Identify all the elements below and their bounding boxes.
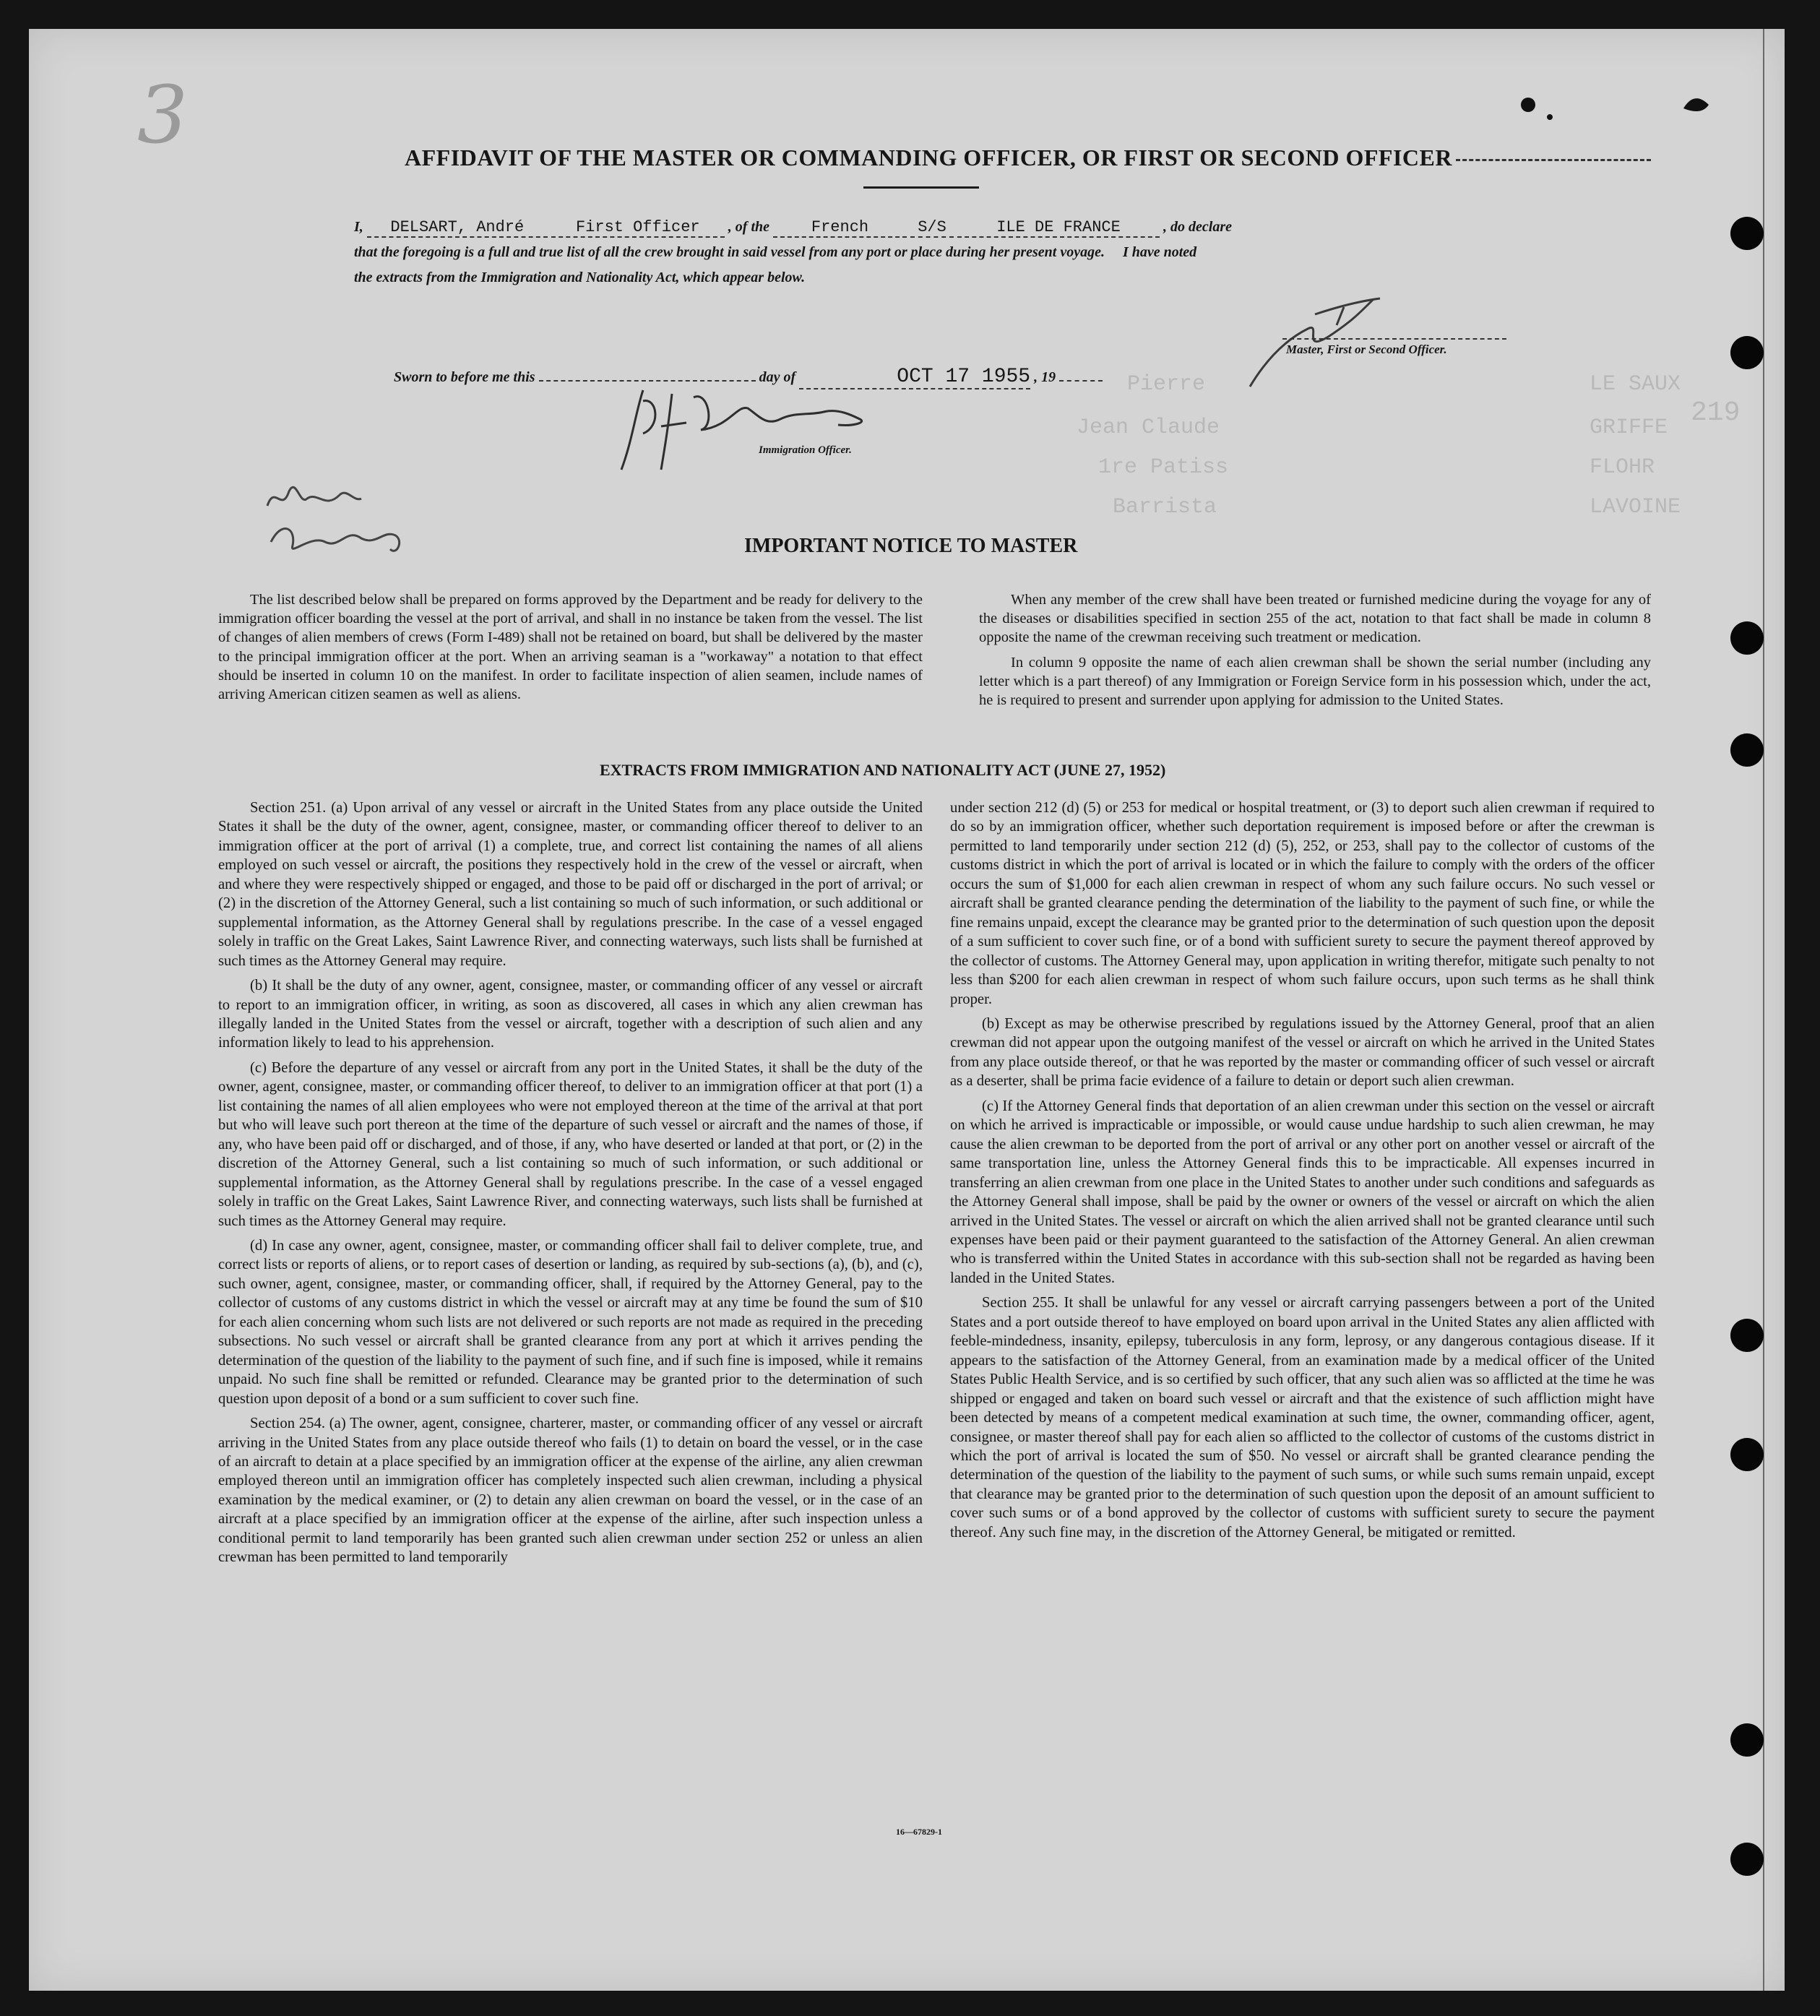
- punch-hole: [1730, 217, 1764, 250]
- ship-type: S/S: [918, 218, 946, 236]
- notice-right-column: [979, 590, 1651, 715]
- ghost-num: 219: [1691, 397, 1741, 428]
- ship-nationality: French: [811, 218, 869, 236]
- ship-name: ILE DE FRANCE: [996, 218, 1121, 236]
- declaration-line-1: [354, 218, 1532, 238]
- punch-hole: [1730, 336, 1764, 369]
- sworn-label: Sworn to before me this: [394, 369, 535, 385]
- decl-line2-tail: I have noted: [1122, 244, 1197, 260]
- sworn-day-field: [539, 380, 756, 382]
- ghost-col: 1re Patiss: [1098, 455, 1229, 480]
- officer-name: DELSART, André: [390, 218, 525, 236]
- extract-paragraph: (c) If the Attorney General finds that deportation of an alien crewman under this section on the vessel or aircraft on which he arrived is impracticable or impossible, or would cause undue hardship to such alien crewman, he may cause the alien crewman to be deported from the port of arrival or any other port on another vessel or aircraft of the same transportation line, unless the Attorney General finds this to be impracticable. All expenses incurred in transferring an alien crewman from one place in the United States to another under such conditions and safeguards as the Attorney General shall impose, shall be paid by the owner or owners of the vessel or aircraft on which the alien arrived in the United States. The vessel or aircraft on which the alien arrived shall not be granted clearance until such expenses have been paid or their payment guaranteed to the satisfaction of the Attorney General. An alien crewman who is transferred within the United States in accordance with this sub-section shall not be regarded as having been landed in the United States.: [950, 1098, 1655, 1286]
- decl-prefix: I,: [354, 219, 363, 235]
- punch-hole: [1730, 1723, 1764, 1757]
- ghost-col: Barrista: [1113, 495, 1217, 520]
- page-edge-line: [1763, 29, 1764, 1991]
- day-of-label: day of: [759, 369, 796, 385]
- handwritten-note: [253, 477, 426, 564]
- sworn-line: [394, 366, 1571, 389]
- ship-type-field: [910, 218, 954, 238]
- officer-caption: Immigration Officer.: [759, 444, 852, 456]
- year-field: [1059, 380, 1103, 382]
- extract-paragraph: Section 255. It shall be unlawful for any vessel or aircraft carrying passengers between a port of the United States and a port outside thereof to have employed on board upon arrival in the United States any alien afflicted with feeble-mindedness, insanity, epilepsy, tuberculosis in any form, leprosy, or any dangerous contagious disease. If it appears to the satisfaction of the Attorney General, from an examination made by a medical officer of the United States Public Health Service, and is so certified by such officer, that any such alien was so afflicted at the time he was shipped or engaged and taken on board such vessel or aircraft and that the existence of such affliction might have been detected by means of a competent medical examination at such time, the owner, commanding officer, agent, consignee, or master thereof shall pay for each alien so afflicted to the collector of customs of the customs district in which the port of arrival is located the sum of $50. No vessel or aircraft shall be granted clearance pending the determination of the question of the liability to the payment of such sums, or while such sums remain unpaid, except that clearance may be granted prior to the determination of such question upon the deposit of an amount sufficient to cover such sums or of a bond approved by the collector of customs with sufficient surety to secure the payment thereof. Any such fine may, in the discretion of the Attorney General, be mitigated or remitted.: [950, 1295, 1655, 1541]
- notice-left-paragraph: The list described below shall be prepared on forms approved by the Department and be ready for delivery to the immigration officer boarding the vessel at the port of arrival, and shall in no instance be taken from the vessel. The list of changes of alien members of crews (Form I-489) shall not be retained on board, but shall be delivered by the master to the principal immigration officer at the port. When an arriving seaman is a "workaway" a notation to that effect should be inserted in column 10 on the manifest. In order to facilitate inspection of alien seamen, include names of arriving American citizen seamen as well as aliens.: [218, 592, 923, 703]
- page-number: 3: [137, 69, 188, 161]
- date-stamp: OCT 17 1955: [897, 366, 1031, 388]
- notice-left-column: [218, 590, 923, 710]
- extract-paragraph: Section 251. (a) Upon arrival of any vessel or aircraft in the United States from any place outside the United States it shall be the duty of the owner, agent, consignee, master, or commanding officer thereof to deliver to an immigration officer at the port of arrival (1) a complete, true, and correct list containing the names of all aliens employed on such vessel or aircraft, the positions they respectively hold in the crew of the vessel or aircraft, when and where they were respectively shipped or engaged, and those to be paid off or discharged in the port of arrival; or (2) in the discretion of the Attorney General, such a list containing so much of such information, or such additional or supplemental information, as the Attorney General shall by regulations prescribe. In the case of a vessel engaged solely in traffic on the Great Lakes, Saint Lawrence River, and connecting waterways, such lists shall be furnished at such times as the Attorney General may require.: [218, 800, 923, 969]
- punch-hole: [1730, 1319, 1764, 1352]
- notice-right-paragraph: In column 9 opposite the name of each alien crewman shall be shown the serial number (including any letter which is a part thereof) of any Immigration or Foreign Service form in his possession which, under the act, he is required to present and surrender upon applying for admission to the United States.: [979, 654, 1651, 709]
- signature-line: [1282, 338, 1506, 340]
- punch-hole: [1730, 733, 1764, 767]
- extract-paragraph: (b) Except as may be otherwise prescribed by regulations issued by the Attorney General, proof that an alien crewman did not appear upon the outgoing manifest of the vessel or aircraft on which he arrived in the United States from any place outside thereof, or that he was reported by the master or commanding officer of such vessel or aircraft as a deserter, shall be prima facie evidence of a failure to detain or deport such alien crewman.: [950, 1015, 1655, 1090]
- do-declare-label: , do declare: [1163, 219, 1232, 235]
- officer-name-field: [367, 218, 548, 238]
- ghost-given: Jean Claude: [1077, 415, 1220, 440]
- ghost-name: LAVOINE: [1590, 495, 1681, 520]
- extract-paragraph: (c) Before the departure of any vessel or aircraft from any port in the United States, it shall be the duty of the owner, agent, consignee, master, or commanding officer thereof, to deliver to an immigration officer at that port (1) a list containing the names of all alien employees who were not employed thereon at the time of the arrival at that port but who will leave such port thereon at the time of the departure of such vessel or aircraft and the names of those, if any, who have been paid off or discharged, and of those, if any, who have deserted or landed at that port, or (2) in the discretion of the Attorney General, such a list containing so much of such information, or such additional or supplemental information, as the Attorney General shall by regulations prescribe. In the case of a vessel engaged solely in traffic on the Great Lakes, Saint Lawrence River, and connecting waterways, such lists shall be furnished at such times as the Attorney General may require.: [218, 1059, 923, 1229]
- officer-rank-field: [551, 218, 725, 238]
- year-prefix: , 19: [1034, 369, 1056, 385]
- extracts-right-column: [950, 798, 1655, 1548]
- immigration-officer-signature: [592, 383, 939, 477]
- title-dash: [1456, 159, 1651, 161]
- extract-paragraph: (b) It shall be the duty of any owner, agent, consignee, master, or commanding officer of any vessel or aircraft to report to an immigration officer, in writing, as soon as discovered, all cases in which any alien crewman has illegally landed in the United States from the vessel or aircraft, together with a description of such alien and any information likely to lead to his apprehension.: [218, 978, 923, 1051]
- extract-paragraph: (d) In case any owner, agent, consignee, master, or commanding officer shall fail to deliver complete, true, and correct lists or reports of aliens, or to report cases of desertion or landing, as required by sub-sections (a), (b), and (c), such owner, agent, consignee, master, or commanding officer, shall, if required by the Attorney General, pay to the collector of customs of any customs district in which the vessel or aircraft may at any time be found the sum of $10 for each alien concerning whom such lists are not delivered or such reports are not made as required in the preceding subsections. No such vessel or aircraft shall be granted clearance from any port at which it arrives pending the determination of the question of the liability to the payment of such fine, and if such fine is imposed, while it remains unpaid. No such fine shall be remitted or refunded. Clearance may be granted prior to the determination of such question upon deposit of a bond or a sum sufficient to cover such fine.: [218, 1237, 923, 1407]
- notice-heading: IMPORTANT NOTICE TO MASTER: [744, 535, 1078, 557]
- ship-name-field: [957, 218, 1160, 238]
- ink-spots: [1510, 79, 1727, 137]
- declaration-line-2: [354, 244, 1532, 261]
- officer-rank: First Officer: [575, 218, 700, 236]
- ghost-name: FLOHR: [1590, 455, 1655, 480]
- document-page: [29, 29, 1785, 1991]
- punch-hole: [1730, 621, 1764, 655]
- decl-line2-text: that the foregoing is a full and true list of all the crew brought in said vessel from any port or place during her present voyage.: [354, 244, 1105, 260]
- punch-hole: [1730, 1438, 1764, 1471]
- extract-paragraph: Section 254. (a) The owner, agent, consignee, charterer, master, or commanding officer of any vessel or aircraft arriving in the United States from any place outside thereof who fails (1) to detain on board the vessel, or in the case of an aircraft to detain at a place specified by an immigration officer at the expense of the airline, any alien crewman employed thereon until an immigration officer has completely inspected such alien crewman, including a physical examination by the medical examiner, or (2) to detain any alien crewman on board the vessel, or in the case of an aircraft at a place specified by an immigration officer at the expense of the airline, after such inspection unless a conditional permit to land temporarily has been granted such alien crewman under section 252 or unless an alien crewman has been permitted to land temporarily: [218, 1416, 923, 1566]
- notice-right-paragraph: When any member of the crew shall have been treated or furnished medicine during the voyage for any of the diseases or disabilities specified in section 255 of the act, notation to that fact shall be made in column 8 opposite the name of the crewman receiving such treatment or medication.: [979, 592, 1651, 646]
- affidavit-title: AFFIDAVIT OF THE MASTER OR COMMANDING OFFICER, OR FIRST OR SECOND OFFICER: [405, 145, 1452, 171]
- title-rule: [863, 186, 979, 189]
- ghost-name: GRIFFE: [1590, 415, 1668, 440]
- nationality-field: [773, 218, 907, 238]
- extract-paragraph: under section 212 (d) (5) or 253 for medical or hospital treatment, or (3) to deport such alien crewman if required to do so by an immigration officer, whether such deportation requirement is imposed before or after the crewman is permitted to land temporarily under section 212 (d) (5), 252, or 253, shall pay to the collector of customs of the customs district in which the port of arrival is located or in which the failure to comply with the orders of the officer occurs the sum of $1,000 for each alien crewman in respect of whom any such failure occurs. No such vessel or aircraft shall be granted clearance pending the determination of the liability to the payment of such fine, or while the fine remains unpaid, except the clearance may be granted prior to the determination of such question upon the deposit of a sum sufficient to cover such fine, or of a bond with sufficient surety to secure the payment thereof approved by the collector of customs. The Attorney General may, upon application in writing therefor, mitigate such penalty to not less than $200 for each alien crewman in respect of whom such failure occurs, upon such terms as he shall think proper.: [950, 800, 1655, 1007]
- signature-caption: Master, First or Second Officer.: [1286, 343, 1447, 356]
- form-number: 16—67829-1: [896, 1827, 942, 1837]
- ghost-given: Pierre: [1127, 372, 1206, 397]
- declaration-line-3: the extracts from the Immigration and Nationality Act, which appear below.: [354, 270, 806, 285]
- extracts-left-column: [218, 798, 923, 1573]
- extracts-heading: EXTRACTS FROM IMMIGRATION AND NATIONALITY ACT (JUNE 27, 1952): [600, 761, 1166, 779]
- of-the-label: , of the: [728, 219, 770, 235]
- ghost-name: LE SAUX: [1590, 372, 1681, 397]
- punch-hole: [1730, 1843, 1764, 1876]
